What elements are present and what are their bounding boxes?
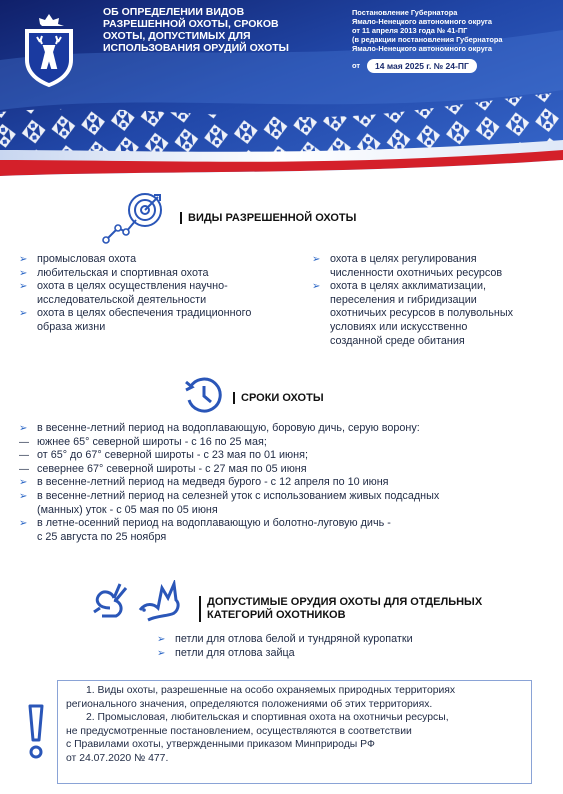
decree-line: Постановление Губернатора: [352, 8, 458, 17]
list-item: ➢ в весенне-летний период на медведя бурого - с 12 апреля по 10 июня: [19, 476, 389, 489]
arrow-bullet-icon: ➢: [312, 281, 321, 293]
emblem-icon: [20, 12, 78, 88]
list-item: ➢ петли для отлова зайца: [157, 646, 295, 659]
list-item: ➢ любительская и спортивная охота: [19, 266, 209, 279]
arrow-bullet-icon: ➢: [157, 647, 166, 659]
list-item: ➢ охота в целях регулирования численности охотничьих ресурсов: [312, 253, 503, 279]
list-item: ➢ в летне-осенний период на водоплавающую и болотно-луговую дичь - с 25 августа по 25 ноября: [19, 517, 391, 543]
note-paragraph: 2. Промысловая, любительская и спортивная охота на охотничьи ресурсы,: [86, 712, 449, 724]
section-title-hunting-tools: ДОПУСТИМЫЕ ОРУДИЯ ОХОТЫ ДЛЯ ОТДЕЛЬНЫХ КАТЕГОРИЙ ОХОТНИКОВ: [199, 596, 482, 622]
list-item: — севернее 67° северной широты - с 27 мая по 05 июня: [19, 462, 307, 475]
exclamation-icon: [23, 702, 49, 762]
decree-reference: [352, 8, 557, 53]
arrow-bullet-icon: ➢: [19, 423, 28, 434]
amendment-date: 14 мая 2025 г. № 24-ПГ: [367, 59, 477, 73]
clock-history-icon: [183, 376, 223, 414]
dash-bullet: —: [19, 463, 29, 475]
arrow-bullet-icon: ➢: [19, 518, 28, 530]
list-item: ➢ петли для отлова белой и тундряной куропатки: [157, 633, 413, 645]
hunting-types-left-list: [19, 253, 299, 335]
arrow-bullet-icon: ➢: [19, 490, 28, 502]
decree-line: от 11 апреля 2013 года № 41-ПГ: [352, 26, 468, 35]
arrow-bullet-icon: ➢: [19, 281, 28, 293]
list-item: ➢ охота в целях осуществления научно- исследовательской деятельности: [19, 280, 228, 306]
hare-icon: [90, 578, 132, 622]
list-item: ➢ охота в целях акклиматизации, переселения и гибридизации охотничьих ресурсов в полувольных условиях или искусственно созданной среде обитания: [312, 280, 513, 347]
hunting-periods-list: [19, 422, 544, 544]
list-item: ➢ в весенне-летний период на селезней уток с использованием живых подсадных (манных) уток - с 05 мая по 05 июня: [19, 489, 440, 516]
header-banner: [0, 0, 563, 195]
note-paragraph: 1. Виды охоты, разрешенные на особо охраняемых природных территориях: [86, 685, 456, 696]
region-emblem: [20, 12, 78, 88]
arrow-bullet-icon: ➢: [157, 634, 166, 645]
list-item: ➢ охота в целях обеспечения традиционного образа жизни: [19, 307, 252, 333]
arrow-bullet-icon: ➢: [19, 267, 28, 279]
note-paragraph-cont: регионального значения, определяются положениями об этих территориях.: [66, 698, 433, 710]
dash-bullet: —: [19, 436, 29, 448]
arrow-bullet-icon: ➢: [312, 254, 321, 265]
arrow-bullet-icon: ➢: [19, 477, 28, 489]
dash-bullet: —: [19, 450, 29, 462]
list-item: — от 65° до 67° северной широты - с 23 мая по 01 июня;: [19, 449, 308, 462]
bird-icon: [136, 580, 184, 624]
hunting-types-right-list: [312, 253, 552, 348]
decree-line: Ямало-Ненецкого автономного округа: [352, 44, 492, 53]
section-title-hunting-periods: СРОКИ ОХОТЫ: [233, 392, 324, 404]
list-item: — южнее 65° северной широты - с 16 по 25 мая;: [19, 435, 267, 448]
decree-line: Ямало-Ненецкого автономного округа: [352, 17, 492, 26]
arrow-bullet-icon: ➢: [19, 254, 28, 265]
section-title-hunting-types: ВИДЫ РАЗРЕШЕННОЙ ОХОТЫ: [180, 212, 356, 224]
list-item: ➢ в весенне-летний период на водоплавающую, боровую дичь, серую ворону:: [19, 422, 420, 434]
decree-line: (в редакции постановления Губернатора: [352, 35, 503, 44]
arrow-bullet-icon: ➢: [19, 308, 28, 320]
date-prefix: от: [352, 61, 361, 70]
hunting-tools-list: [157, 633, 487, 660]
legal-note-box: 1. Виды охоты, разрешенные на особо охраняемых природных территориях регионального значения, определяются положениями об этих территориях. 2. Промысловая, любительская и спортивная охота на охотничьи ресурсы, не предусмотренные постановлением, осуществляются в соответствии с Правилами охоты, утвержденными приказом Минприроды РФ от 24.07.2020 № 477.: [57, 680, 532, 784]
target-growth-icon: [100, 190, 166, 246]
document-title: ОБ ОПРЕДЕЛЕНИИ ВИДОВ РАЗРЕШЕННОЙ ОХОТЫ, СРОКОВ ОХОТЫ, ДОПУСТИМЫХ ДЛЯ ИСПОЛЬЗОВАНИЯ ОРУДИЙ ОХОТЫ: [103, 6, 289, 54]
list-item: ➢ промысловая охота: [19, 253, 137, 265]
